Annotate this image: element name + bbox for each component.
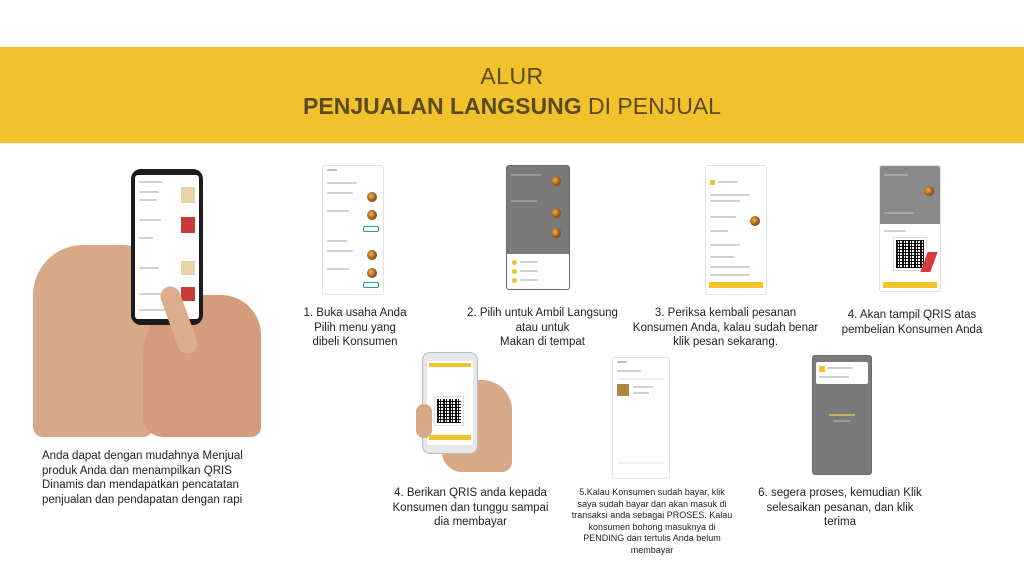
step-5-caption: 5.Kalau Konsumen sudah bayar, klik saya sudah bayar dan akan masuk di transaksi anda sebagai PROSES. Kalau konsumen bohong masuknya di PENDING dan tertulis Anda belum membayar [571, 487, 733, 555]
step-1-screenshot [322, 165, 384, 295]
step-4b-hand-phone [412, 350, 512, 472]
step-6-screenshot [812, 355, 872, 475]
title-rest: DI PENJUAL [581, 93, 721, 119]
step-4b-caption: 4. Berikan QRIS anda kepada Konsumen dan tunggu sampai dia membayar [392, 487, 549, 528]
step-6-caption: 6. segera proses, kemudian Klik selesaikan pesanan, dan klik terima [758, 487, 922, 528]
step-3-screenshot [705, 165, 767, 295]
title-bold: PENJUALAN LANGSUNG [303, 93, 582, 119]
step-1-caption: 1. Buka usaha Anda Pilih menu yang dibeli Konsumen [303, 307, 407, 348]
title-line-2 [0, 93, 1024, 120]
intro-text: Anda dapat dengan mudahnya Menjual produk Anda dan menampilkan QRIS Dinamis dan mendapatkan pencatatan penjualan dan pendapatan dengan rapi [42, 450, 243, 506]
step-2-caption: 2. Pilih untuk Ambil Langsung atau untuk Makan di tempat [467, 307, 618, 348]
qris-code-image [894, 238, 926, 270]
step-5-screenshot [612, 357, 670, 479]
step-3-caption: 3. Periksa kembali pesanan Konsumen Anda, kalau sudah benar klik pesan sekarang. [632, 307, 819, 348]
step-4-screenshot [879, 165, 941, 292]
title-line-1: ALUR [480, 63, 544, 89]
step-4-caption: 4. Akan tampil QRIS atas pembelian Konsumen Anda [841, 309, 983, 336]
title-banner [0, 47, 1024, 143]
hand-phone-illustration [33, 165, 261, 437]
step-2-screenshot [506, 165, 570, 290]
